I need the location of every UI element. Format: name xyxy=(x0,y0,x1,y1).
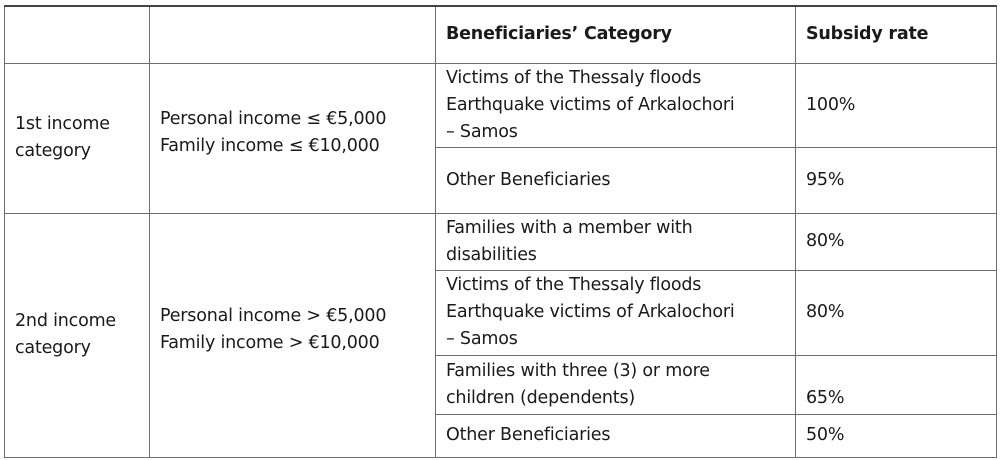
beneficiary-line: Victims of the Thessaly floods xyxy=(446,67,702,88)
beneficiary-line: Earthquake victims of Arkalochori xyxy=(446,302,735,322)
income-threshold-cell xyxy=(150,213,436,457)
subsidy-rate-cell: 100% xyxy=(796,63,997,147)
beneficiary-line: disabilities xyxy=(446,244,537,265)
beneficiaries-cell xyxy=(436,414,796,457)
subsidy-rate-cell: 80% xyxy=(796,213,997,270)
beneficiary-line: Other Beneficiaries xyxy=(446,425,611,445)
income-category-label: 1st income category xyxy=(15,114,110,161)
header-income-category xyxy=(5,6,150,63)
income-category-label: 2nd income category xyxy=(15,311,116,358)
beneficiary-line: – Samos xyxy=(446,121,518,142)
income-threshold-cell xyxy=(150,63,436,213)
income-category-cell xyxy=(5,63,150,213)
beneficiary-line: Victims of the Thessaly floods xyxy=(446,275,702,295)
subsidy-rate-table xyxy=(4,5,997,458)
beneficiary-line: children (dependents) xyxy=(446,387,636,408)
header-beneficiaries-category: Beneficiaries’ Category xyxy=(436,6,796,63)
personal-income-threshold: Personal income ≤ €5,000 xyxy=(160,109,387,129)
beneficiaries-cell xyxy=(436,63,796,147)
header-income-threshold xyxy=(150,6,436,63)
family-income-threshold: Family income ≤ €10,000 xyxy=(160,136,380,156)
table-row xyxy=(5,63,997,147)
table-header-row xyxy=(5,6,997,63)
subsidy-rate-cell: 50% xyxy=(796,414,997,457)
beneficiary-line: Other Beneficiaries xyxy=(446,169,611,190)
subsidy-rate-cell: 95% xyxy=(796,147,997,213)
table-row xyxy=(5,213,997,270)
beneficiaries-cell xyxy=(436,270,796,355)
beneficiaries-cell xyxy=(436,213,796,270)
beneficiary-line: Families with a member with xyxy=(446,217,693,238)
beneficiary-line: Earthquake victims of Arkalochori xyxy=(446,94,735,115)
beneficiaries-cell xyxy=(436,147,796,213)
header-subsidy-rate: Subsidy rate xyxy=(796,6,997,63)
subsidy-rate-cell: 80% xyxy=(796,270,997,355)
family-income-threshold: Family income > €10,000 xyxy=(160,333,380,353)
beneficiary-line: – Samos xyxy=(446,329,518,349)
beneficiary-line: Families with three (3) or more xyxy=(446,360,710,381)
income-category-cell xyxy=(5,213,150,457)
beneficiaries-cell xyxy=(436,355,796,414)
personal-income-threshold: Personal income > €5,000 xyxy=(160,306,387,326)
subsidy-rate-cell: 65% xyxy=(796,355,997,414)
